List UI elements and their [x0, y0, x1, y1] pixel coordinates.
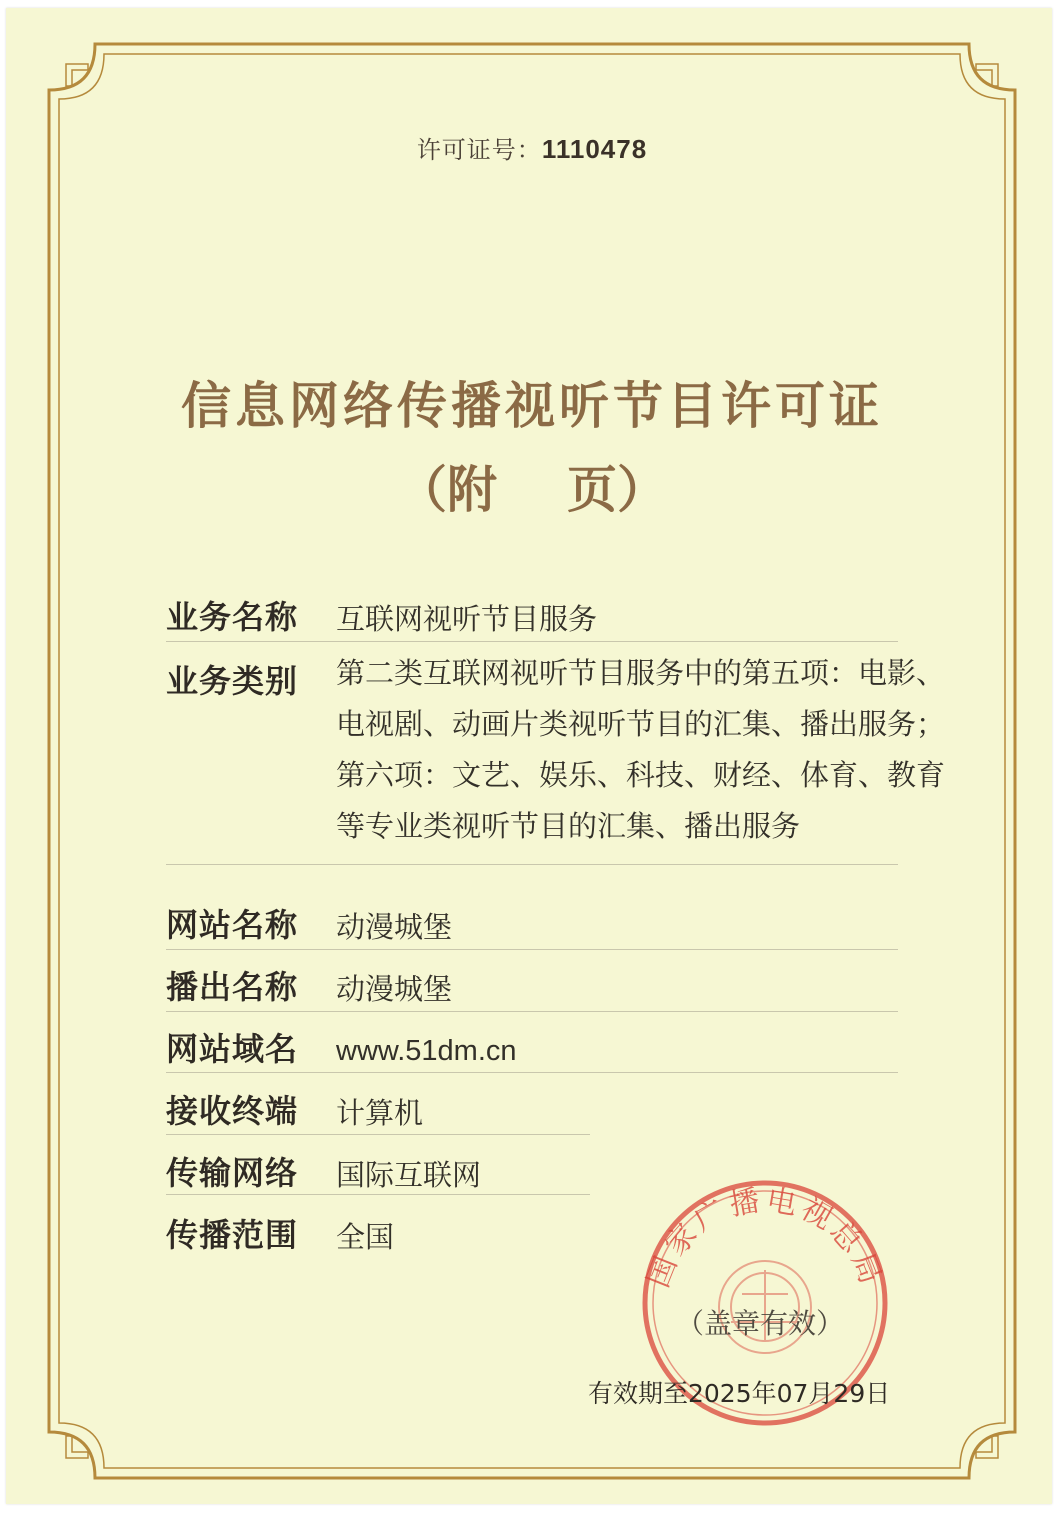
divider [166, 864, 898, 865]
seal-text: 国家广播电视总局 [640, 1182, 890, 1293]
field-value-multiline [336, 648, 945, 852]
field-label: 网站名称 [166, 906, 299, 944]
field-label: 播出名称 [166, 968, 299, 1006]
license-number-label: 许可证号： [416, 136, 542, 164]
divider [166, 1011, 898, 1012]
license-number-line [0, 130, 1064, 165]
field-value: 全国 [336, 1220, 395, 1254]
field-value: 互联网视听节目服务 [336, 602, 598, 636]
validity-date: 有效期至2025年07月29日 [588, 1379, 891, 1408]
certificate-subtitle [0, 450, 1064, 522]
field-label: 网站域名 [166, 1030, 299, 1068]
field-label: 业务名称 [166, 598, 299, 636]
field-label: 传播范围 [166, 1216, 299, 1254]
field-value: 国际互联网 [336, 1158, 482, 1192]
category-line: 第六项：文艺、娱乐、科技、财经、体育、教育 [336, 758, 946, 792]
field-label: 传输网络 [166, 1154, 299, 1192]
divider [166, 949, 898, 950]
seal-required-note: （盖章有效） [676, 1307, 845, 1340]
field-label: 业务类别 [166, 662, 299, 700]
divider [166, 1194, 590, 1195]
subtitle-close: 页） [567, 461, 667, 519]
divider [166, 641, 898, 642]
category-line: 电视剧、动画片类视听节目的汇集、播出服务； [336, 707, 946, 741]
field-label: 接收终端 [166, 1092, 299, 1130]
field-value: 计算机 [336, 1096, 424, 1130]
divider [166, 1134, 590, 1135]
field-value: 动漫城堡 [336, 910, 453, 944]
divider [166, 1072, 898, 1073]
subtitle-open: （附 [397, 461, 497, 519]
field-value: www.51dm.cn [336, 1035, 517, 1067]
certificate-title: 信息网络传播视听节目许可证 [181, 377, 883, 435]
category-line: 第二类互联网视听节目服务中的第五项：电影、 [336, 656, 946, 690]
license-number: 1110478 [541, 134, 648, 164]
category-line: 等专业类视听节目的汇集、播出服务 [336, 809, 801, 843]
field-value: 动漫城堡 [336, 972, 453, 1006]
